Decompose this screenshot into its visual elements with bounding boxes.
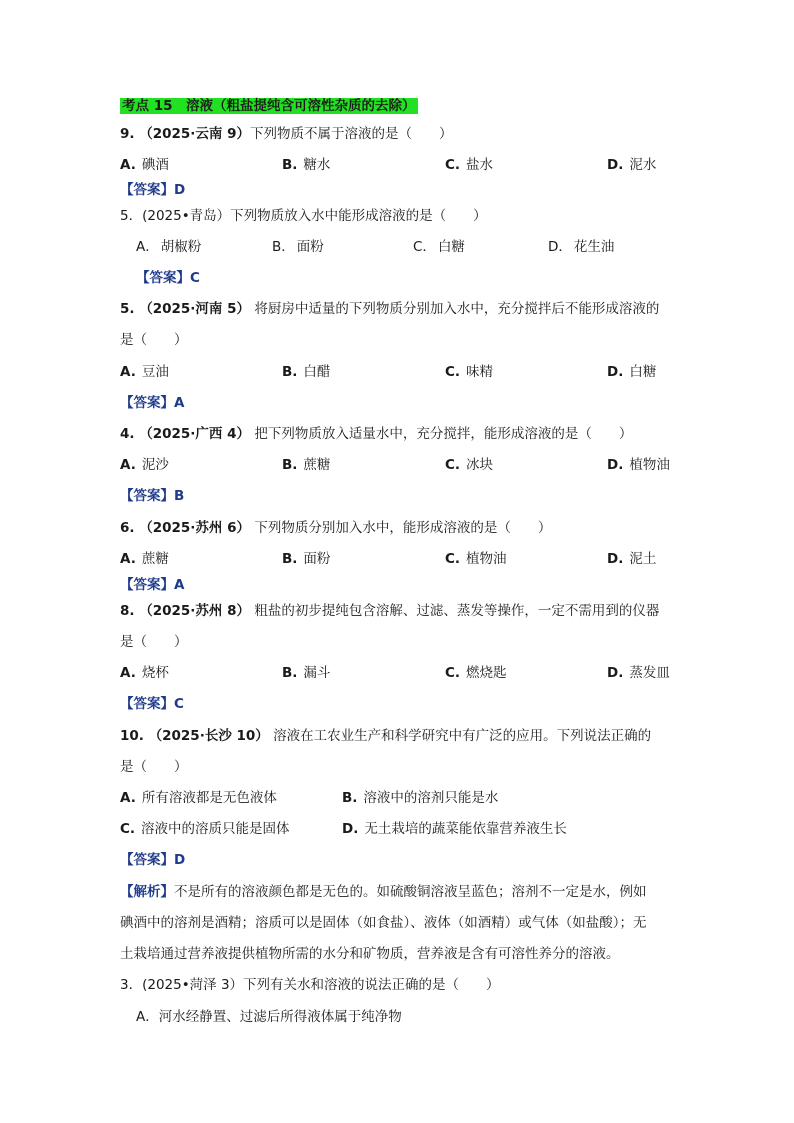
topic-heading: 考点 15 溶液（粗盐提纯含可溶性杂质的去除） (122, 98, 416, 114)
option-b: B. 溶液中的溶剂只能是水 (342, 790, 499, 806)
option-a: A. 烧杯 (120, 665, 169, 681)
question-stem: 8. （2025·苏州 8） 粗盐的初步提纯包含溶解、过滤、蒸发等操作，一定不需用到的仪器 (120, 603, 660, 619)
question-stem: 10. （2025·长沙 10） 溶液在工农业生产和科学研究中有广泛的应用。下列说法正确的 (120, 728, 652, 744)
answer-line: 【答案】C (120, 696, 184, 712)
answer-line: 【答案】A (120, 395, 185, 411)
question-stem: 9. （2025·云南 9）下列物质不属于溶液的是（ ） (120, 126, 453, 142)
option-b: B. 白醋 (282, 364, 331, 380)
answer-line: 【答案】B (120, 488, 185, 504)
analysis-line: 【解析】不是所有的溶液颜色都是无色的。如硫酸铜溶液呈蓝色；溶剂不一定是水，例如 (120, 884, 647, 900)
question-stem-cont: 是（ ） (120, 759, 188, 775)
question-stem: 5. （2025·河南 5） 将厨房中适量的下列物质分别加入水中，充分搅拌后不能形成溶液的 (120, 301, 660, 317)
option-d: D. 泥水 (607, 157, 657, 173)
option-d: D. 无土栽培的蔬菜能依靠营养液生长 (342, 821, 567, 837)
question-stem: 4. （2025·广西 4） 把下列物质放入适量水中，充分搅拌，能形成溶液的是（ ） (120, 426, 633, 442)
option-d: D. 泥土 (607, 551, 657, 567)
question-stem-cont: 是（ ） (120, 332, 188, 348)
option-b: B. 蔗糖 (282, 457, 331, 473)
option-a: A． 胡椒粉 (136, 239, 202, 255)
option-d: D． 花生油 (548, 239, 615, 255)
option-c: C. 味精 (445, 364, 494, 380)
option-d: D. 蒸发皿 (607, 665, 670, 681)
answer-line: 【答案】D (120, 182, 186, 198)
question-stem-cont: 是（ ） (120, 634, 188, 650)
option-a: A. 豆油 (120, 364, 169, 380)
option-a: A．河水经静置、过滤后所得液体属于纯净物 (136, 1009, 402, 1025)
option-c: C. 燃烧匙 (445, 665, 507, 681)
question-stem: 6. （2025·苏州 6） 下列物质分别加入水中，能形成溶液的是（ ） (120, 520, 552, 536)
option-c: C. 盐水 (445, 157, 494, 173)
option-c: C. 冰块 (445, 457, 494, 473)
option-b: B. 糖水 (282, 157, 331, 173)
answer-line: 【答案】D (120, 852, 186, 868)
option-b: B. 漏斗 (282, 665, 331, 681)
option-b: B. 面粉 (282, 551, 331, 567)
analysis-line: 土栽培通过营养液提供植物所需的水分和矿物质，营养液是含有可溶性养分的溶液。 (120, 946, 620, 962)
option-c: C. 溶液中的溶质只能是固体 (120, 821, 290, 837)
option-c: C. 植物油 (445, 551, 507, 567)
option-a: A. 蔗糖 (120, 551, 169, 567)
question-stem: 5．(2025•青岛）下列物质放入水中能形成溶液的是（ ） (120, 208, 487, 224)
option-b: B． 面粉 (272, 239, 324, 255)
option-a: A. 所有溶液都是无色液体 (120, 790, 277, 806)
analysis-line: 碘酒中的溶剂是酒精；溶质可以是固体（如食盐）、液体（如酒精）或气体（如盐酸）；无 (120, 915, 647, 931)
option-c: C． 白糖 (413, 239, 465, 255)
option-a: A. 碘酒 (120, 157, 169, 173)
option-a: A. 泥沙 (120, 457, 169, 473)
option-d: D. 白糖 (607, 364, 657, 380)
option-d: D. 植物油 (607, 457, 670, 473)
answer-line: 【答案】A (120, 577, 185, 593)
question-stem: 3．(2025•菏泽 3）下列有关水和溶液的说法正确的是（ ） (120, 977, 500, 993)
answer-line: 【答案】C (136, 270, 200, 286)
